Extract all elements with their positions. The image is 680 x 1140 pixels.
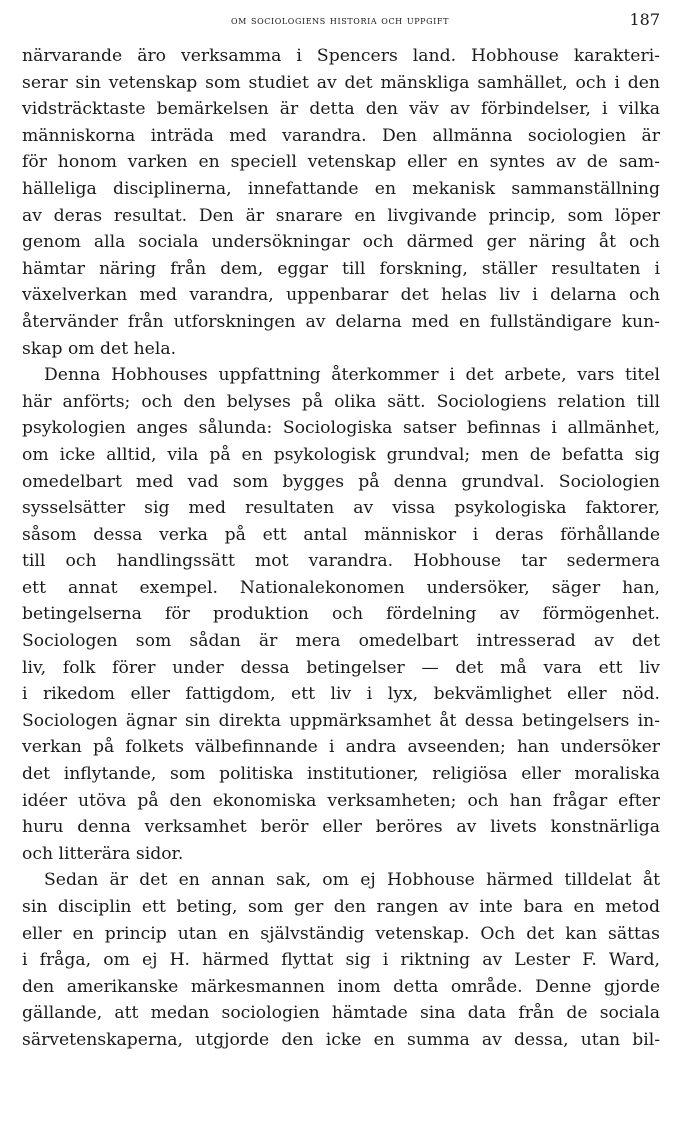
text-line: särvetenskaperna, utgjorde den icke en summa av dessa, utan bil- (22, 1029, 660, 1050)
text-line: genom alla sociala undersökningar och därmed ger näring åt och (22, 232, 660, 253)
text-line: för honom varken en speciell vetenskap eller en syntes av de sam- (22, 152, 660, 173)
text-line: det inflytande, som politiska institutioner, religiösa eller moraliska (22, 764, 660, 785)
text-line: här anförts; och den belyses på olika sätt. Sociologiens relation till (22, 391, 660, 412)
text-line: eller en princip utan en självständig vetenskap. Och det kan sättas (22, 923, 660, 944)
text-line: ett annat exempel. Nationalekonomen undersöker, säger han, (22, 577, 660, 598)
text-line: människorna inträda med varandra. Den allmänna sociologien är (22, 125, 660, 146)
text-line: sin disciplin ett beting, som ger den rangen av inte bara en metod (22, 897, 660, 917)
text-line: återvänder från utforskningen av delarna med en fullständigare kun- (22, 311, 660, 332)
text-line: Denna Hobhouses uppfattning återkommer i det arbete, vars titel (44, 365, 660, 386)
text-line: i rikedom eller fattigdom, ett liv i lyx, bekvämlighet eller nöd. (22, 684, 660, 705)
running-title: om sociologiens historia och uppgift (230, 14, 450, 27)
text-line: till och handlingssätt mot varandra. Hobhouse tar sedermera (22, 551, 660, 572)
text-line: växelverkan med varandra, uppenbarar det helas liv i delarna och (22, 285, 660, 306)
text-line: verkan på folkets välbefinnande i andra avseenden; han undersöker (22, 737, 660, 758)
text-line: psykologien anges sålunda: Sociologiska satser befinnas i allmänhet, (22, 418, 660, 439)
text-line: om icke alltid, vila på en psykologisk grundval; men de befatta sig (22, 444, 660, 465)
text-line: skap om det hela. (22, 338, 177, 359)
text-line: den amerikanske märkesmannen inom detta område. Denne gjorde (22, 976, 660, 997)
text-line: serar sin vetenskap som studiet av det mänskliga samhället, och i den (22, 72, 660, 93)
text-line: sysselsätter sig med resultaten av vissa psykologiska faktorer, (22, 498, 660, 519)
text-line: och litterära sidor. (22, 843, 184, 864)
text-line: Sociologen som sådan är mera omedelbart intresserad av det (22, 631, 660, 652)
text-line: av deras resultat. Den är snarare en livgivande princip, som löper (22, 205, 660, 226)
text-line: Sedan är det en annan sak, om ej Hobhouse härmed tilldelat åt (44, 870, 660, 891)
text-line: huru denna verksamhet berör eller beröres av livets konstnärliga (22, 817, 660, 838)
page-header (20, 10, 660, 32)
text-line: hämtar näring från dem, eggar till forskning, ställer resultaten i (22, 258, 660, 279)
text-line: omedelbart med vad som bygges på denna grundval. Sociologien (22, 471, 660, 492)
text-line: närvarande äro verksamma i Spencers land. Hobhouse karakteri- (22, 46, 660, 66)
text-line: gällande, att medan sociologien hämtade sina data från de sociala (22, 1003, 660, 1024)
page-number: 187 (629, 10, 660, 29)
text-line: hälleliga disciplinerna, innefattande en mekanisk sammanställning (22, 178, 660, 199)
text-line: betingelserna för produktion och fördelning av förmögenhet. (22, 604, 660, 625)
text-line: såsom dessa verka på ett antal människor i deras förhållande (22, 524, 660, 545)
text-line: liv, folk förer under dessa betingelser — det må vara ett liv (22, 657, 660, 678)
text-line: i fråga, om ej H. härmed flyttat sig i riktning av Lester F. Ward, (22, 950, 660, 971)
text-line: vidsträcktaste bemärkelsen är detta den väv av förbindelser, i vilka (22, 99, 660, 120)
body-text (22, 43, 660, 1054)
text-line: Sociologen ägnar sin direkta uppmärksamhet åt dessa betingelsers in- (22, 710, 660, 731)
text-line: idéer utöva på den ekonomiska verksamheten; och han frågar efter (22, 790, 660, 811)
